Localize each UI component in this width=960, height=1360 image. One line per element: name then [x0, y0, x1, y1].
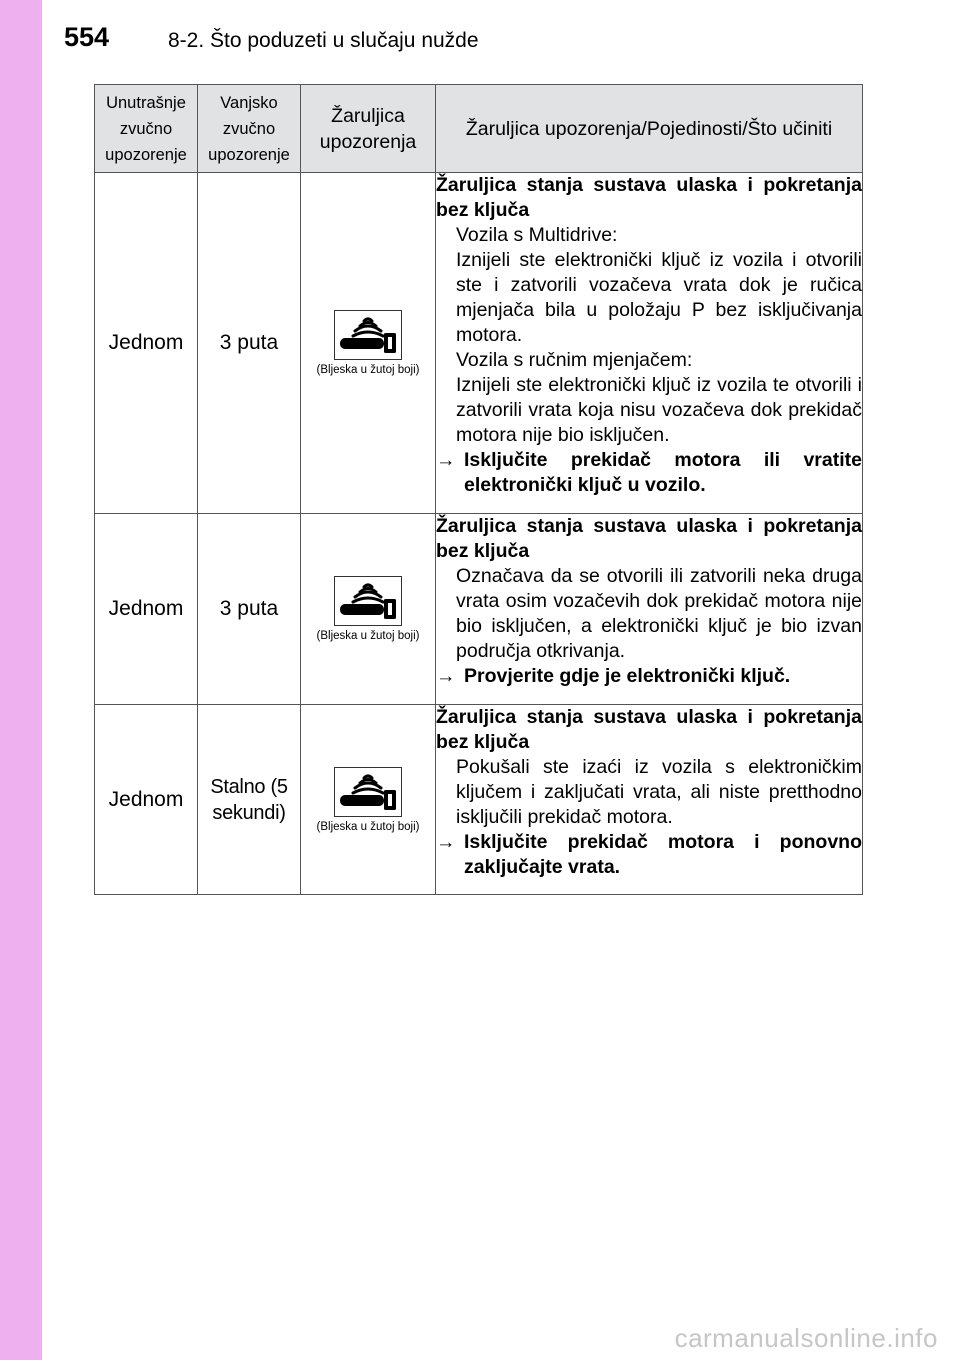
table-row	[95, 705, 863, 895]
header-warning-light: Žaruljica upozorenja	[301, 85, 436, 173]
icon-caption: (Bljeska u žutoj boji)	[316, 364, 420, 376]
exterior-buzzer-cell	[198, 705, 301, 895]
smart-key-system-indicator-icon	[334, 767, 402, 817]
detail-text: Pokušali ste izaći iz vozila s elektroničkim ključem i zaključati vrata, ali niste pretthodno isključili prekidač motora.	[456, 756, 862, 828]
icon-caption: (Bljeska u žutoj boji)	[316, 630, 420, 642]
section-title: 8-2. Što poduzeti u slučaju nužde	[168, 29, 479, 52]
interior-buzzer-cell: Jednom	[95, 173, 198, 514]
header-exterior-buzzer: Vanjsko zvučno upozorenje	[198, 85, 301, 173]
exterior-buzzer-cell: 3 puta	[198, 514, 301, 705]
header-details: Žaruljica upozorenja/Pojedinosti/Što učiniti	[436, 85, 863, 173]
warning-light-cell	[301, 705, 436, 895]
detail-text: Vozila s Multidrive:	[456, 224, 618, 246]
action-line	[436, 830, 862, 880]
action-text: Isključite prekidač motora ili vratite elektronički ključ u vozilo.	[464, 449, 862, 496]
arrow-icon: →	[436, 665, 456, 687]
smart-key-system-indicator-icon	[334, 576, 402, 626]
detail-text: Iznijeli ste elektronički ključ iz vozila i otvorili ste i zatvorili vozačeva vrata dok je ručica mjenjača bila u položaju P bez isključivanja motora.	[456, 249, 862, 346]
interior-buzzer-cell: Jednom	[95, 705, 198, 895]
table-header-row	[95, 85, 863, 173]
action-text: Isključite prekidač motora i ponovno zaključajte vrata.	[464, 831, 862, 878]
details-cell	[436, 173, 863, 514]
arrow-icon: →	[436, 831, 456, 853]
exterior-buzzer-text: Stalno (5 sekundi)	[210, 775, 288, 824]
indicator-title: Žaruljica stanja sustava ulaska i pokretanja bez ključa	[436, 706, 862, 753]
detail-text: Označava da se otvorili ili zatvorili neka druga vrata osim vozačevih dok prekidač motora nije bio isključen, a elektronički ključ je bio izvan područja otkrivanja.	[456, 565, 862, 662]
exterior-buzzer-cell: 3 puta	[198, 173, 301, 514]
warning-light-cell	[301, 173, 436, 514]
details-cell	[436, 514, 863, 705]
header-interior-buzzer: Unutrašnje zvučno upozorenje	[95, 85, 198, 173]
arrow-icon: →	[436, 449, 456, 471]
warning-table	[94, 84, 863, 895]
details-cell	[436, 705, 863, 895]
table-row	[95, 173, 863, 514]
action-line	[436, 664, 862, 689]
icon-caption: (Bljeska u žutoj boji)	[316, 820, 420, 833]
detail-text: Iznijeli ste elektronički ključ iz vozila te otvorili i zatvorili vrata koja nisu vozačeva dok prekidač motora nije bio isključen.	[456, 374, 862, 446]
detail-text: Vozila s ručnim mjenjačem:	[456, 349, 693, 371]
interior-buzzer-cell: Jednom	[95, 514, 198, 705]
smart-key-system-indicator-icon	[334, 310, 402, 360]
chapter-tab-strip	[0, 0, 42, 1360]
action-text: Provjerite gdje je elektronički ključ.	[464, 665, 791, 687]
page-number: 554	[64, 22, 110, 52]
warning-light-cell	[301, 514, 436, 705]
indicator-title: Žaruljica stanja sustava ulaska i pokretanja bez ključa	[436, 174, 862, 221]
action-line	[436, 448, 862, 498]
table-row	[95, 514, 863, 705]
watermark: carmanualsonline.info	[674, 1323, 938, 1353]
indicator-title: Žaruljica stanja sustava ulaska i pokretanja bez ključa	[436, 515, 862, 562]
